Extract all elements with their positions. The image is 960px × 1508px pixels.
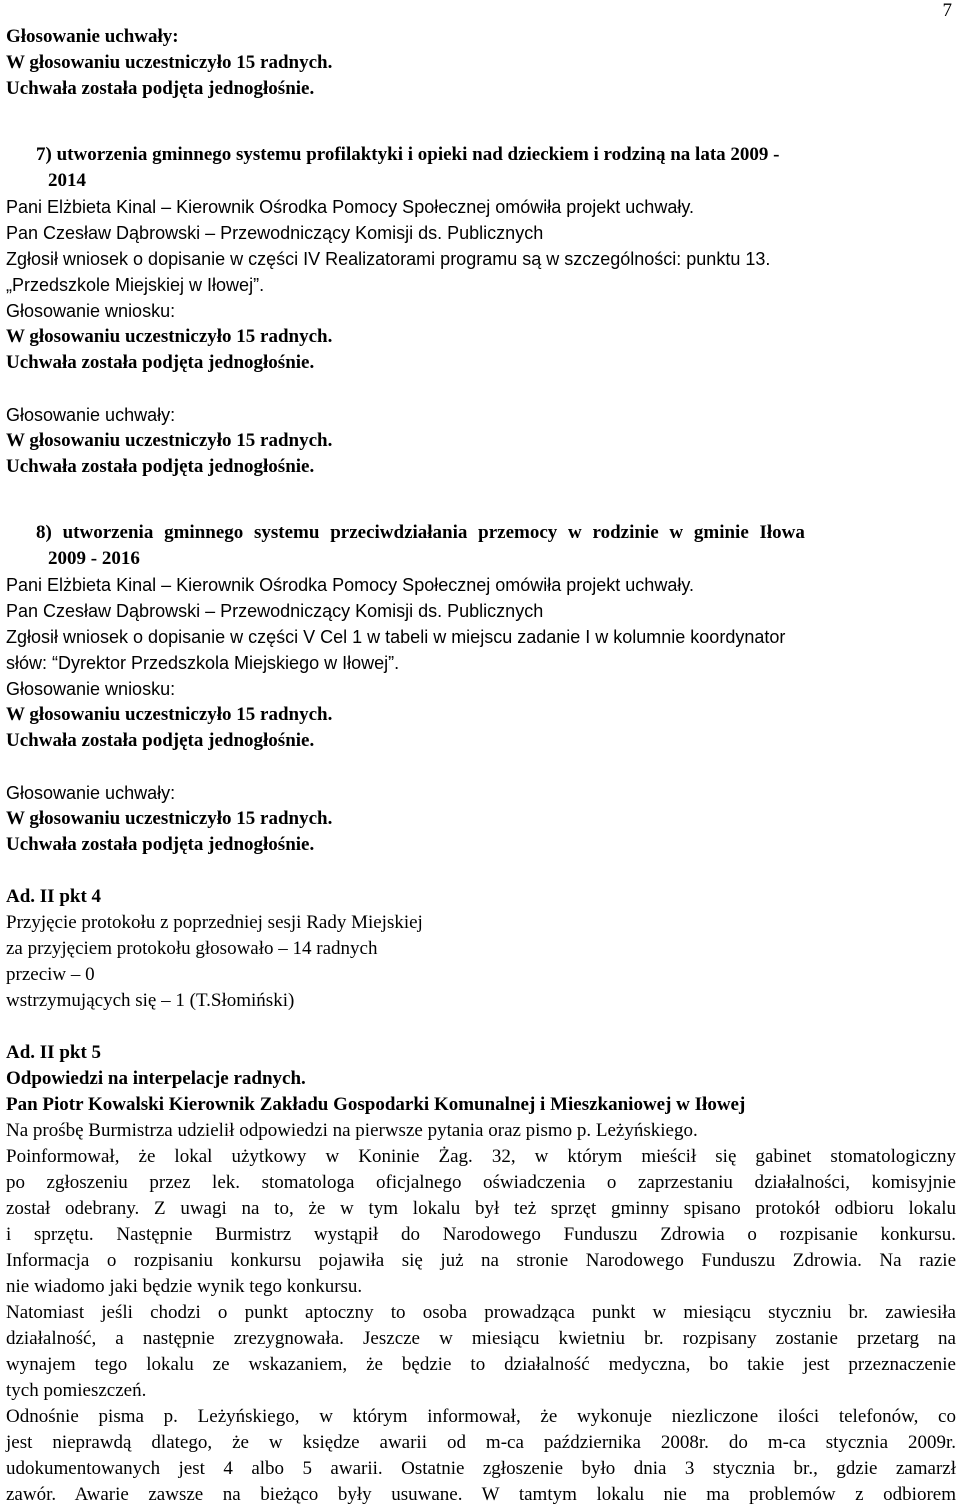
item7-motion-participation: W głosowaniu uczestniczyło 15 radnych. (6, 326, 333, 347)
pkt5-line: Odnośnie pisma p. Leżyńskiego, w którym informował, że wykonuje niezliczone ilości telefonów, co (6, 1406, 956, 1427)
pkt5-line: wynajem tego lokalu ze wskazaniem, że będzie to działalność medyczna, bo takie jest przeznaczenie (6, 1354, 956, 1375)
item8-resolution-participation: W głosowaniu uczestniczyło 15 radnych. (6, 808, 333, 829)
pkt5-line: Natomiast jeśli chodzi o punkt aptoczny to osoba prowadząca punkt w miesiącu styczniu br. zawiesiła (6, 1302, 956, 1323)
pkt5-line: tych pomieszczeń. (6, 1380, 147, 1401)
vote-participation: W głosowaniu uczestniczyło 15 radnych. (6, 52, 333, 73)
item7-kinal: Pani Elżbieta Kinal – Kierownik Ośrodka Pomocy Społecznej omówiła projekt uchwały. (6, 197, 694, 217)
pkt5-line: udokumentowanych jest 4 albo 5 awarii. Ostatnie zgłoszenie było dnia 3 stycznia br., gdzie zamarzł (6, 1458, 956, 1479)
pkt4-heading: Ad. II pkt 4 (6, 886, 102, 907)
pkt5-line: został odebrany. Z uwagi na to, że w tym lokalu był też sprzęt gminny spisano protokół odbioru lokalu (6, 1198, 956, 1219)
item7-motion: Zgłosił wniosek o dopisanie w części IV Realizatorami programu są w szczególności: punktu 13. (6, 249, 771, 269)
item8-motion-result: Uchwała została podjęta jednogłośnie. (6, 730, 315, 751)
item7-title-cont: 2014 (48, 170, 86, 191)
pkt5-line: działalność, a następnie zrezygnowała. Jeszcze w miesiącu kwietniu br. rozpisany zostanie przetarg na (6, 1328, 956, 1349)
item8-motion-participation: W głosowaniu uczestniczyło 15 radnych. (6, 704, 333, 725)
pkt5-line: i sprzętu. Następnie Burmistrz wystąpił do Narodowego Funduszu Zdrowia o rozpisanie konkursu. (6, 1224, 956, 1245)
item8-resolution-result: Uchwała została podjęta jednogłośnie. (6, 834, 315, 855)
item7-resolution-participation: W głosowaniu uczestniczyło 15 radnych. (6, 430, 333, 451)
item8-title-cont: 2009 - 2016 (48, 548, 140, 569)
item8-title: 8) utworzenia gminnego systemu przeciwdziałania przemocy w rodzinie w gminie Iłowa (36, 522, 805, 543)
item7-motion-vote-label: Głosowanie wniosku: (6, 301, 176, 321)
item7-motion-result: Uchwała została podjęta jednogłośnie. (6, 352, 315, 373)
pkt4-line1: Przyjęcie protokołu z poprzedniej sesji Rady Miejskiej (6, 912, 423, 933)
item8-dabrowski: Pan Czesław Dąbrowski – Przewodniczący Komisji ds. Publicznych (6, 601, 544, 621)
pkt4-line2: za przyjęciem protokołu głosowało – 14 radnych (6, 938, 378, 959)
item7-title: 7) utworzenia gminnego systemu profilaktyki i opieki nad dzieckiem i rodziną na lata 2009 - (36, 144, 780, 165)
pkt5-line: Poinformował, że lokal użytkowy w Koninie Żag. 32, w którym mieścił się gabinet stomatologiczny (6, 1146, 956, 1167)
pkt5-line: jest nieprawdą dlatego, że w księdze awarii od m-ca października 2008r. do m-ca stycznia 2009r. (6, 1432, 956, 1453)
pkt5-line: Informacja o rozpisaniu konkursu pojawiła się już na stronie Narodowego Funduszu Zdrowia. Na razie (6, 1250, 956, 1271)
vote-resolution-label: Głosowanie uchwały: (6, 26, 179, 47)
document-body (6, 24, 956, 1508)
item8-kinal: Pani Elżbieta Kinal – Kierownik Ośrodka Pomocy Społecznej omówiła projekt uchwały. (6, 575, 694, 595)
item8-motion-cont: słów: “Dyrektor Przedszkola Miejskiego w Iłowej”. (6, 653, 400, 673)
pkt5-heading: Ad. II pkt 5 (6, 1042, 102, 1063)
item7-motion-cont: „Przedszkole Miejskiej w Iłowej”. (6, 275, 265, 295)
item7-dabrowski: Pan Czesław Dąbrowski – Przewodniczący Komisji ds. Publicznych (6, 223, 544, 243)
page-number: 7 (942, 0, 952, 21)
item8-motion-vote-label: Głosowanie wniosku: (6, 679, 176, 699)
vote-result: Uchwała została podjęta jednogłośnie. (6, 78, 315, 99)
pkt4-line4: wstrzymujących się – 1 (T.Słomiński) (6, 990, 295, 1011)
pkt5-subheading: Odpowiedzi na interpelacje radnych. (6, 1068, 306, 1089)
item7-resolution-result: Uchwała została podjęta jednogłośnie. (6, 456, 315, 477)
pkt5-line: zawór. Awarie zawsze na bieżąco były usuwane. W tamtym lokalu nie ma problemów z odbiorem (6, 1484, 956, 1505)
pkt5-line: Na prośbę Burmistrza udzielił odpowiedzi na pierwsze pytania oraz pismo p. Leżyńskiego. (6, 1120, 698, 1141)
pkt5-body (6, 1118, 956, 1508)
pkt5-line: nie wiadomo jaki będzie wynik tego konkursu. (6, 1276, 363, 1297)
pkt4-line3: przeciw – 0 (6, 964, 95, 985)
pkt5-line: po zgłoszeniu przez lek. stomatologa oficjalnego oświadczenia o zaprzestaniu działalności, komisyjnie (6, 1172, 956, 1193)
item8-motion: Zgłosił wniosek o dopisanie w części V Cel 1 w tabeli w miejscu zadanie I w kolumnie koordynator (6, 627, 786, 647)
pkt5-speaker: Pan Piotr Kowalski Kierownik Zakładu Gospodarki Komunalnej i Mieszkaniowej w Iłowej (6, 1094, 746, 1115)
item7-resolution-vote-label: Głosowanie uchwały: (6, 405, 176, 425)
item8-resolution-vote-label: Głosowanie uchwały: (6, 783, 176, 803)
